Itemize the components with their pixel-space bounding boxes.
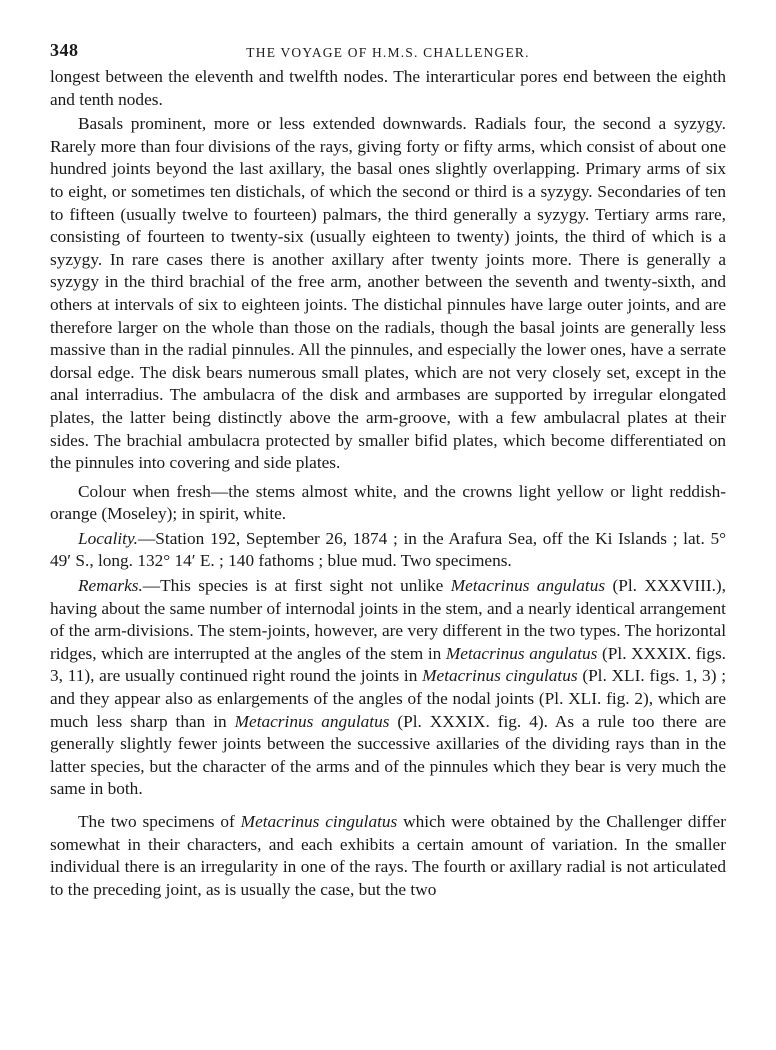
remarks-text-1: —This species is at first sight not unlike bbox=[142, 576, 451, 596]
page-number: 348 bbox=[50, 40, 79, 60]
species-name: Metacrinus angulatus bbox=[234, 711, 390, 731]
remarks-text-2: (Pl. XXXVIII.), having about the same number of internodal joints in the stem, and a nearly identical arrangement of the arm-divisions. The stem-joints, however, are very different in the two types. The horizontal ridges, which are interrupted at the angles of the stem in bbox=[50, 576, 726, 663]
paragraph-remarks bbox=[50, 575, 726, 801]
locality-text: —Station 192, September 26, 1874 ; in the Arafura Sea, off the Ki Islands ; lat. 5° 49′ S., long. 132° 14′ E. ; 140 fathoms ; blue mud. Two specimens. bbox=[50, 528, 726, 571]
remarks-text-4: (Pl. XLI. figs. 1, 3) ; and they appear also as enlargements of the angles of the nodal joints (Pl. XLI. fig. 2), which are much less sharp than in bbox=[50, 666, 726, 731]
paragraph-locality bbox=[50, 528, 726, 573]
body-text bbox=[50, 66, 726, 901]
page bbox=[50, 38, 726, 901]
running-title: THE VOYAGE OF H.M.S. CHALLENGER. bbox=[246, 45, 530, 60]
species-name: Metacrinus cingulatus bbox=[240, 812, 398, 831]
specimens-text-1: The two specimens of bbox=[78, 812, 241, 831]
paragraph-continuation: longest between the eleventh and twelfth nodes. The interarticular pores end between the eighth and tenth nodes. bbox=[50, 67, 726, 109]
paragraph-description: Basals prominent, more or less extended downwards. Radials four, the second a syzygy. Rarely more than four divisions of the rays, giving forty or fifty arms, which consist of about one hundred joints beyond the last axillary, the basal ones slightly overlapping. Primary arms of six to eight, or sometimes ten distichals, of which the second or third is a syzygy. Secondaries of ten to fifteen (usually twelve to fourteen) palmars, the third generally a syzygy. Tertiary arms rare, consisting of fourteen to twenty-six (usually eighteen to twenty) joints, the third of which is a syzygy. In rare cases there is another axillary after twenty joints more. There is generally a syzygy in the third brachial of the free arm, another between the seventh and twenty-sixth, and others at intervals of six to eighteen joints. The distichal pinnules have large outer joints, and are therefore larger on the whole than those on the radials, though the basal joints are generally less massive than in the radial pinnules. All the pinnules, and especially the lower ones, have a serrate dorsal edge. The disk bears numerous small plates, which are not very closely set, except in the anal interradius. The ambulacra of the disk and armbases are supported by irregular elongated plates, the latter being distinctly above the arm-groove, with a few ambulacral plates at their sides. The brachial ambulacra protected by smaller bifid plates, which become differentiated on the pinnules into covering and side plates. bbox=[50, 114, 726, 473]
remarks-label: Remarks. bbox=[78, 576, 143, 596]
specimens-text-2: which were obtained by the Challenger differ somewhat in their characters, and each exhibits a certain amount of variation. In the smaller individual there is an irregularity in one of the rays. The fourth or axillary radial is not articulated to the preceding joint, as is usually the case, but the two bbox=[50, 812, 726, 899]
locality-label: Locality. bbox=[78, 528, 139, 548]
page-header bbox=[50, 38, 726, 66]
species-name: Metacrinus cingulatus bbox=[422, 666, 578, 686]
remarks-text-3: (Pl. XXXIX. figs. 3, 11), are usually continued right round the joints in bbox=[50, 643, 727, 686]
paragraph-specimens bbox=[50, 811, 726, 901]
species-name: Metacrinus angulatus bbox=[450, 576, 606, 596]
remarks-text-5: (Pl. XXXIX. fig. 4). As a rule too there are generally slightly fewer joints between the successive axillaries of the dividing rays than in the latter species, but the character of the arms and of the pinnules which they bear is very much the same in both. bbox=[50, 711, 727, 799]
paragraph-colour: Colour when fresh—the stems almost white, and the crowns light yellow or light reddish-orange (Moseley); in spirit, white. bbox=[50, 481, 726, 524]
species-name: Metacrinus angulatus bbox=[445, 643, 598, 663]
